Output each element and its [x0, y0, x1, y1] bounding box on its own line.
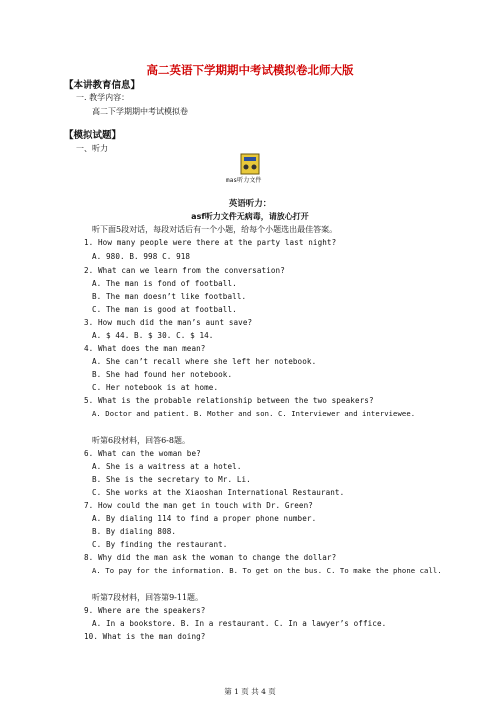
question-3-options: A. $ 44. B. $ 30. C. $ 14. — [92, 331, 214, 340]
document-title: 高二英语下学期期中考试模拟卷北师大版 — [146, 63, 354, 77]
instructions-2: 听第6段材料，回答6-8题。 — [92, 436, 190, 445]
question-7-option-b: B. By dialing 808. — [92, 527, 177, 536]
question-8: 8. Why did the man ask the woman to change the dollar? — [84, 553, 337, 562]
listening-note: asf听力文件无病毒，请放心打开 — [191, 212, 309, 221]
teaching-content-label: 一. 教学内容： — [76, 93, 130, 102]
question-9-options: A. In a bookstore. B. In a restaurant. C. In a lawyer’s office. — [92, 619, 387, 628]
question-2-option-b: B. The man doesn’t like football. — [92, 292, 247, 301]
question-8-options: A. To pay for the information. B. To get on the bus. C. To make the phone call. — [92, 566, 442, 575]
section-listening: 一、听力 — [76, 144, 108, 153]
question-5: 5. What is the probable relationship between the two speakers? — [84, 396, 374, 405]
question-2: 2. What can we learn from the conversation? — [84, 266, 285, 275]
question-1-options: A. 980. B. 998 C. 918 — [92, 252, 191, 261]
question-5-options: A. Doctor and patient. B. Mother and son. C. Interviewer and interviewee. — [92, 409, 416, 418]
page-footer: 第 1 页 共 4 页 — [224, 687, 276, 696]
question-2-option-c: C. The man is good at football. — [92, 305, 237, 314]
question-4: 4. What does the man mean? — [84, 344, 206, 353]
question-6-option-c: C. She works at the Xiaoshan International Restaurant. — [92, 488, 345, 497]
question-7: 7. How could the man get in touch with Dr. Green? — [84, 501, 313, 510]
question-3: 3. How much did the man’s aunt save? — [84, 318, 253, 327]
question-10: 10. What is the man doing? — [84, 632, 206, 641]
instructions-3: 听第7段材料，回答第9-11题。 — [92, 593, 204, 602]
question-1: 1. How many people were there at the party last night? — [84, 238, 337, 247]
teaching-content: 高二下学期期中考试模拟卷 — [92, 107, 188, 116]
listening-heading: 英语听力： — [228, 199, 272, 209]
question-6-option-a: A. She is a waitress at a hotel. — [92, 462, 242, 471]
question-7-option-a: A. By dialing 114 to find a proper phone number. — [92, 514, 317, 523]
section-course-info: 【本讲教育信息】 — [64, 80, 141, 91]
question-2-option-a: A. The man is fond of football. — [92, 279, 237, 288]
question-4-option-b: B. She had found her notebook. — [92, 370, 233, 379]
audio-file-label: mas听力文件 — [226, 177, 262, 184]
section-mock-test: 【模拟试题】 — [64, 130, 122, 141]
instructions-1: 听下面5段对话，每段对话后有一个小题，给每个小题选出最佳答案。 — [92, 225, 338, 234]
question-4-option-a: A. She can’t recall where she left her notebook. — [92, 357, 317, 366]
question-4-option-c: C. Her notebook is at home. — [92, 383, 219, 392]
question-7-option-c: C. By finding the restaurant. — [92, 540, 228, 549]
question-6-option-b: B. She is the secretary to Mr. Li. — [92, 475, 251, 484]
question-6: 6. What can the woman be? — [84, 449, 201, 458]
question-9: 9. Where are the speakers? — [84, 606, 206, 615]
